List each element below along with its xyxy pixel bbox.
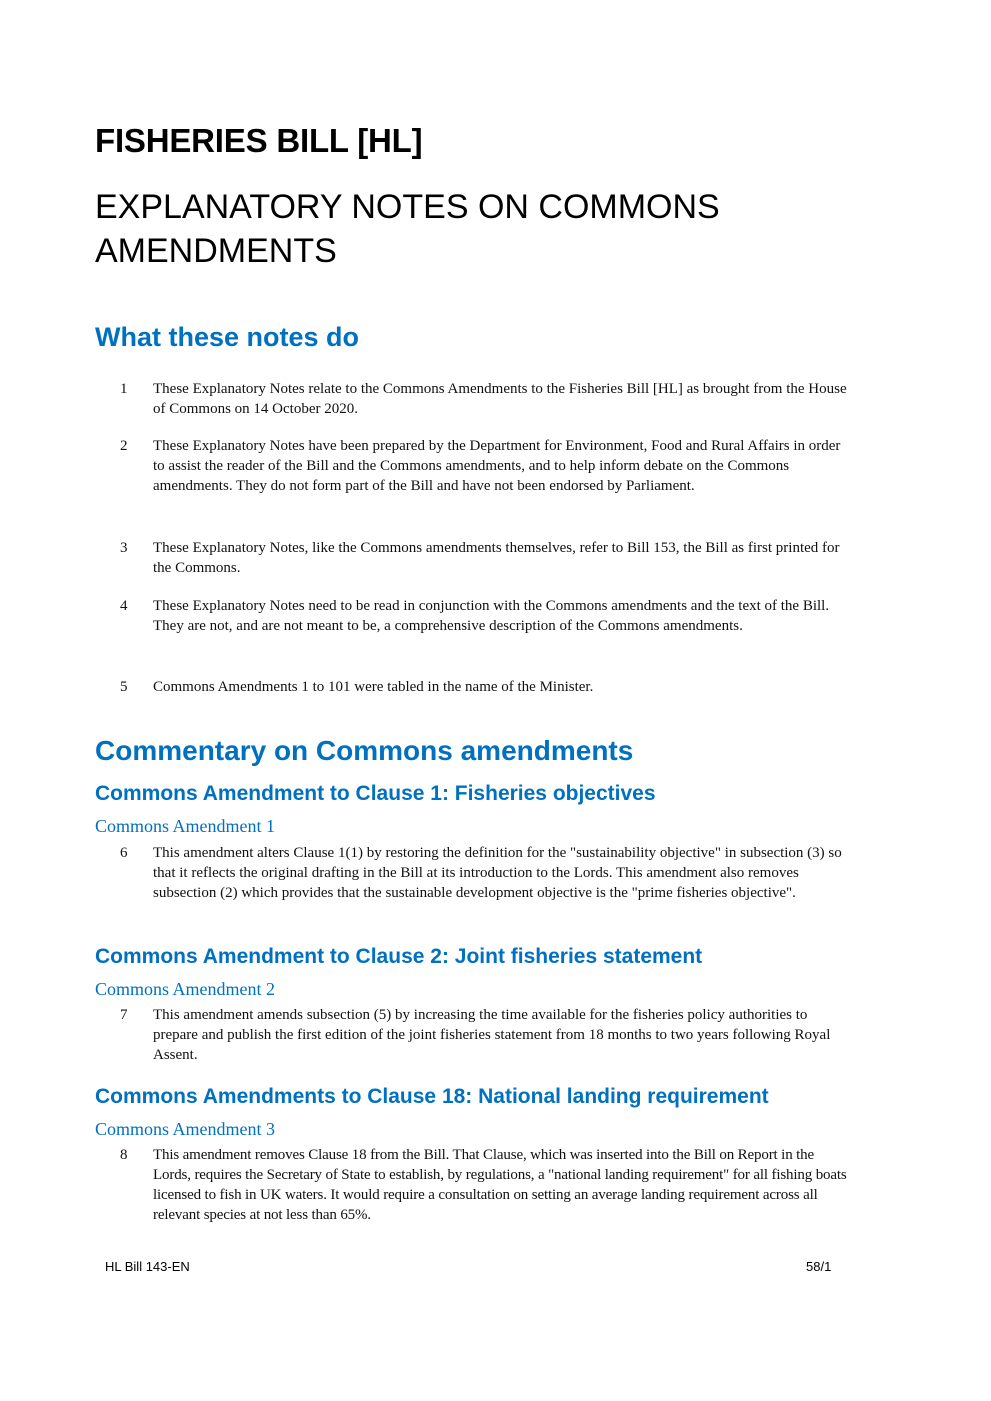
subsection-heading-clause-18: Commons Amendments to Clause 18: National landing requirement	[95, 1085, 769, 1108]
numbered-paragraph	[120, 379, 855, 419]
document-subtitle: EXPLANATORY NOTES ON COMMONS AMENDMENTS	[95, 188, 720, 270]
footer-bill-reference: HL Bill 143-EN	[105, 1259, 190, 1274]
paragraph-number: 7	[120, 1007, 128, 1023]
numbered-paragraph	[120, 1005, 855, 1065]
paragraph-text: These Explanatory Notes relate to the Commons Amendments to the Fisheries Bill [HL] as brought from the House of Commons on 14 October 2020.	[153, 381, 847, 417]
subsection-heading-clause-1: Commons Amendment to Clause 1: Fisheries objectives	[95, 782, 656, 805]
numbered-paragraph	[120, 677, 855, 697]
amendment-label: Commons Amendment 1	[95, 816, 275, 836]
document-title: FISHERIES BILL [HL]	[95, 122, 423, 159]
paragraph-number: 1	[120, 381, 128, 397]
numbered-paragraph	[120, 1145, 855, 1225]
footer-page-reference: 58/1	[806, 1259, 832, 1274]
paragraph-text: These Explanatory Notes need to be read in conjunction with the Commons amendments and the text of the Bill. They are not, and are not meant to be, a comprehensive description of the Commons amendments.	[153, 598, 830, 634]
numbered-paragraph	[120, 436, 855, 496]
paragraph-number: 5	[120, 679, 128, 695]
subsection-heading-clause-2: Commons Amendment to Clause 2: Joint fisheries statement	[95, 945, 703, 968]
paragraph-text: This amendment removes Clause 18 from the Bill. That Clause, which was inserted into the Bill on Report in the Lords, requires the Secretary of State to establish, by regulations, a "national landing requirement" for all fishing boats licensed to fish in UK waters. It would require a consultation on setting an average landing requirement across all relevant species at not less than 65%.	[153, 1147, 847, 1223]
paragraph-text: Commons Amendments 1 to 101 were tabled in the name of the Minister.	[153, 679, 594, 695]
section-heading-commentary: Commentary on Commons amendments	[95, 735, 634, 766]
numbered-paragraph	[120, 596, 855, 636]
section-heading-what-these-notes-do: What these notes do	[95, 322, 360, 352]
numbered-paragraph	[120, 538, 855, 578]
amendment-label: Commons Amendment 3	[95, 1119, 275, 1139]
paragraph-number: 3	[120, 540, 128, 556]
paragraph-number: 2	[120, 438, 128, 454]
amendment-label: Commons Amendment 2	[95, 979, 275, 999]
paragraph-number: 4	[120, 598, 128, 614]
paragraph-text: These Explanatory Notes have been prepared by the Department for Environment, Food and Rural Affairs in order to assist the reader of the Bill and the Commons amendments, and to help inform debate on the Commons amendments. They do not form part of the Bill and have not been endorsed by Parliament.	[153, 438, 841, 494]
paragraph-text: This amendment amends subsection (5) by increasing the time available for the fisheries policy authorities to prepare and publish the first edition of the joint fisheries statement from 18 months to two years following Royal Assent.	[153, 1007, 831, 1063]
numbered-paragraph	[120, 843, 855, 903]
paragraph-text: This amendment alters Clause 1(1) by restoring the definition for the "sustainability objective" in subsection (3) so that it reflects the original drafting in the Bill at its introduction to the Lords. This amendment also removes subsection (2) which provides that the sustainable development objective is the "prime fisheries objective".	[153, 845, 842, 901]
paragraph-number: 8	[120, 1147, 128, 1163]
paragraph-text: These Explanatory Notes, like the Commons amendments themselves, refer to Bill 153, the Bill as first printed for the Commons.	[153, 540, 840, 576]
paragraph-number: 6	[120, 845, 128, 861]
